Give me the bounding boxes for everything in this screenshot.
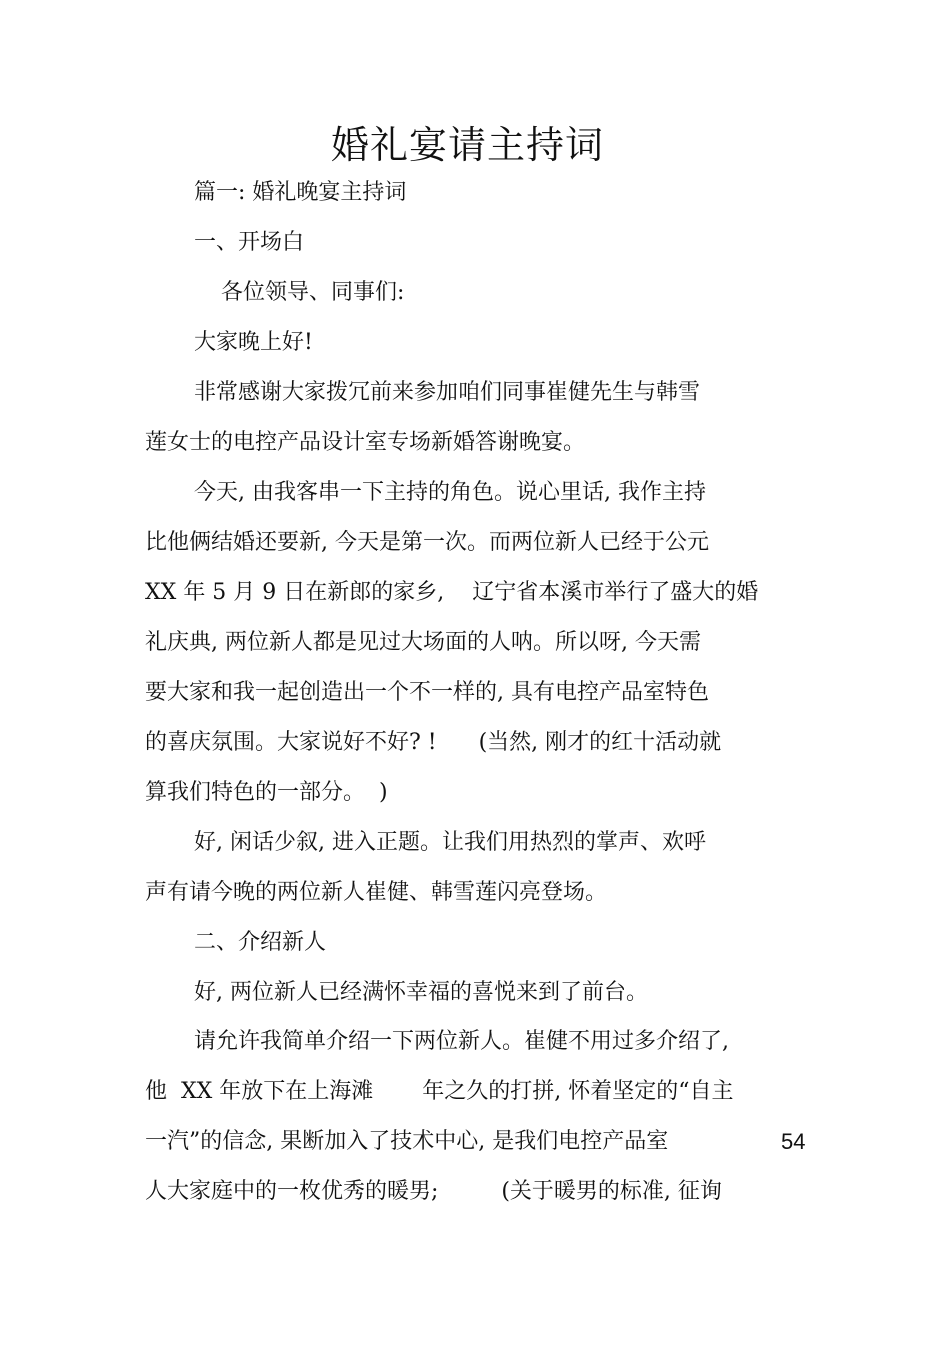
subheading-introduction: 二、介绍新人	[194, 930, 327, 955]
section-heading-1: 篇一: 婚礼晚宴主持词	[194, 180, 407, 205]
paragraph-line: XX 年 5 月 9 日在新郎的家乡, 辽宁省本溪市举行了盛大的婚	[145, 580, 759, 605]
paragraph-line: 礼庆典, 两位新人都是见过大场面的人呐。所以呀, 今天需	[145, 630, 701, 655]
paragraph-line: 今天, 由我客串一下主持的角色。说心里话, 我作主持	[194, 480, 706, 505]
paragraph-line: 莲女士的电控产品设计室专场新婚答谢晚宴。	[145, 430, 586, 455]
paragraph-line: 人大家庭中的一枚优秀的暖男; (关于暖男的标准, 征询	[145, 1179, 722, 1204]
paragraph-line: 的喜庆氛围。大家说好不好? ! (当然, 刚才的红十活动就	[145, 730, 722, 755]
paragraph-line: 非常感谢大家拨冗前来参加咱们同事崔健先生与韩雪	[194, 380, 701, 405]
paragraph-line: 请允许我简单介绍一下两位新人。崔健不用过多介绍了,	[194, 1029, 729, 1054]
salutation-line: 各位领导、同事们:	[221, 280, 405, 305]
subheading-opening: 一、开场白	[194, 230, 305, 255]
greeting-line: 大家晚上好!	[194, 330, 313, 355]
paragraph-line: 算我们特色的一部分。 )	[145, 780, 388, 805]
paragraph-line: 要大家和我一起创造出一个不一样的, 具有电控产品室特色	[145, 680, 709, 705]
page-number: 54	[781, 1129, 806, 1154]
paragraph-line: 他 XX 年放下在上海滩 年之久的打拼, 怀着坚定的“自主	[145, 1079, 734, 1104]
paragraph-line: 好, 两位新人已经满怀幸福的喜悦来到了前台。	[194, 980, 648, 1005]
paragraph-line: 一汽”的信念, 果断加入了技术中心, 是我们电控产品室	[145, 1129, 669, 1154]
document-title: 婚礼宴请主持词	[330, 123, 604, 167]
paragraph-line: 好, 闲话少叙, 进入正题。让我们用热烈的掌声、欢呼	[194, 830, 706, 855]
paragraph-line: 比他俩结婚还要新, 今天是第一次。而两位新人已经于公元	[145, 530, 709, 555]
paragraph-line: 声有请今晚的两位新人崔健、韩雪莲闪亮登场。	[145, 880, 608, 905]
